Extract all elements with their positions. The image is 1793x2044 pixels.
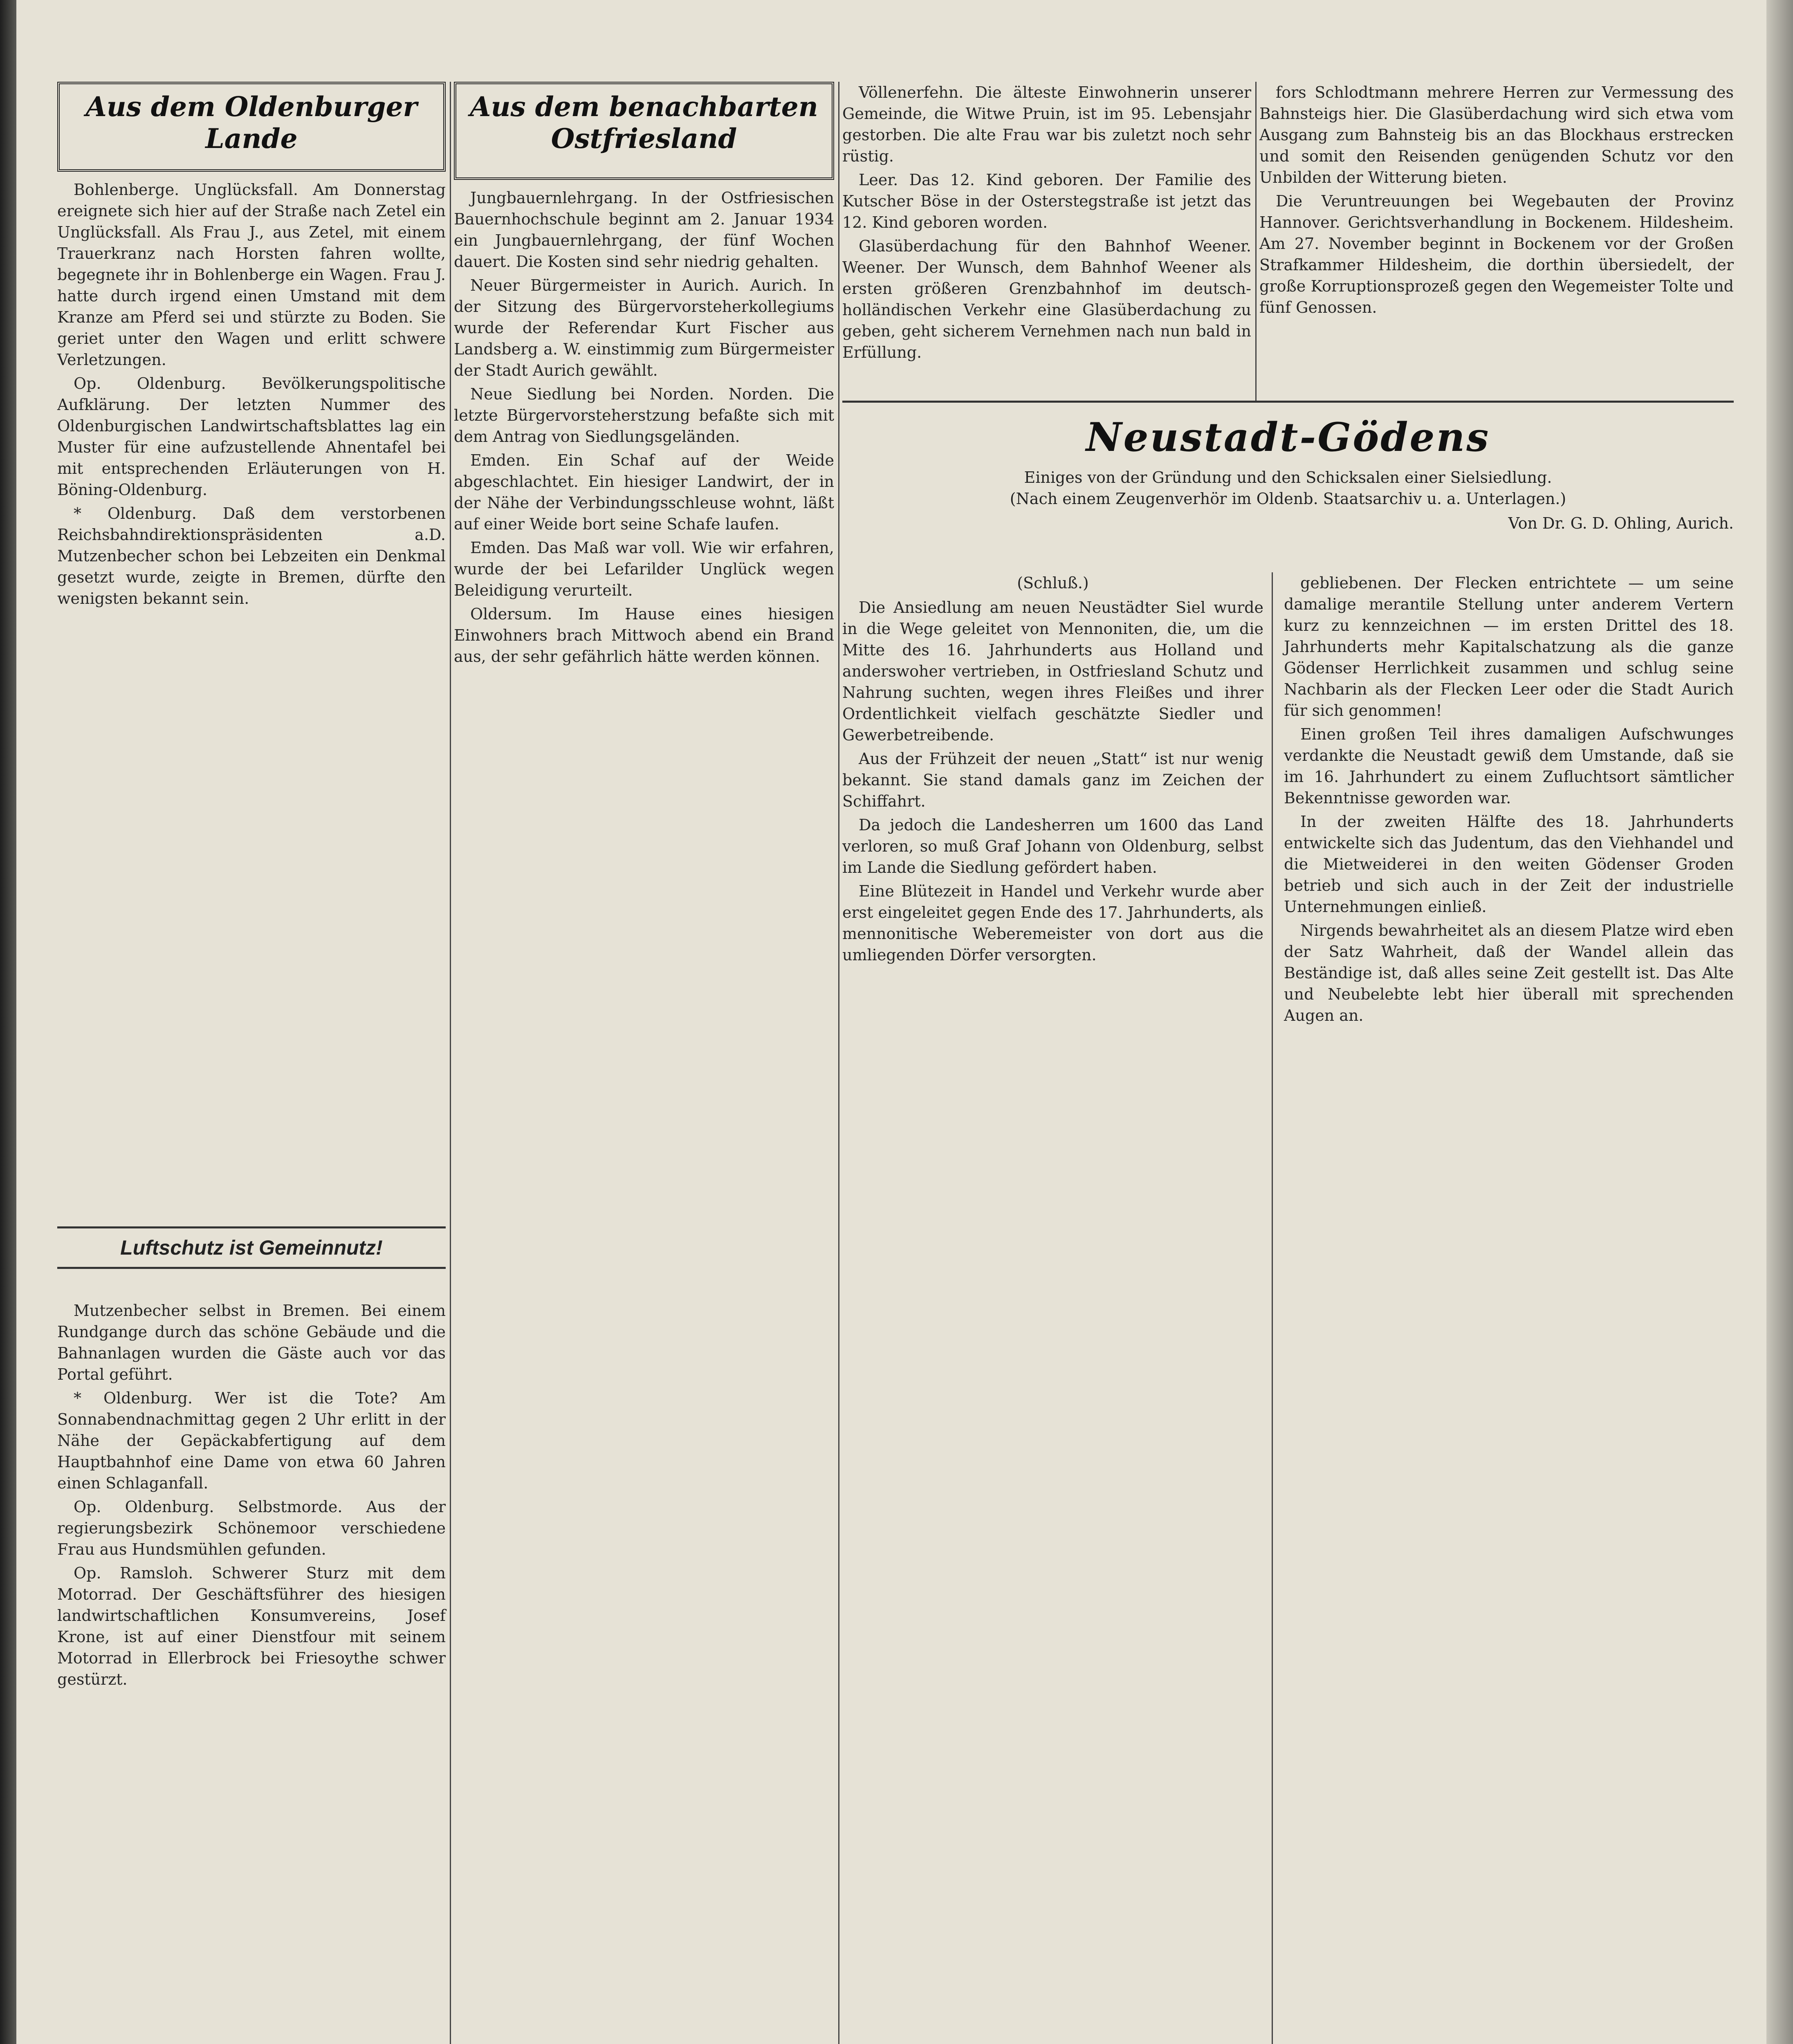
feature-source-note: (Nach einem Zeugenverhör im Oldenb. Staatsarchiv u. a. Unterlagen.) (1010, 490, 1566, 508)
feature-article (842, 401, 1734, 537)
article-paragraph: Aus der Frühzeit der neuen „Statt“ ist nur wenig bekannt. Sie stand damals ganz im Zeichen der Schiffahrt. (842, 750, 1263, 810)
column-oldenburg (57, 82, 446, 612)
feature-title: Neustadt-Gödens (1086, 414, 1490, 460)
continuation-note: (Schluß.) (1017, 574, 1089, 592)
article-paragraph: Nirgends bewahrheitet als an diesem Platze wird eben der Satz Wahrheit, daß der Wandel allein das Beständige ist, daß alles seine Zeit gestellt ist. Das Alte und Neubelebte lebt hier überall mit sprechenden Augen an. (1284, 921, 1734, 1024)
article-paragraph: fors Schlodtmann mehrere Herren zur Vermessung des Bahnsteigs hier. Die Glasüberdachung wird sich etwa vom Ausgang zum Bahnsteig bis an das Blockhaus erstrecken und somit den Reisenden genügenden Schutz vor den Unbilden der Witterung bieten. (1259, 83, 1734, 186)
article-paragraph: Eine Blütezeit in Handel und Verkehr wurde aber erst eingeleitet gegen Ende des 17. Jahrhunderts, als mennonitische Weberemeister von dort aus die umliegenden Dörfer versorgten. (842, 882, 1263, 964)
section-header-oldenburg: Aus dem Oldenburger Lande (57, 82, 446, 172)
luftschutz-banner: Luftschutz ist Gemeinnutz! (57, 1226, 446, 1269)
book-spine (0, 0, 16, 2044)
article-paragraph: Die Ansiedlung am neuen Neustädter Siel wurde in die Wege geleitet von Mennoniten, die, um die Mitte des 16. Jahrhunderts aus Holland und anderswoher vertrieben, in Ostfriesland Schutz und Nahrung suchten, wegen ihres Fleißes und ihrer Ordentlichkeit vielfach geschätzte Siedler und Gewerbetreibende. (842, 598, 1263, 744)
column-rule (450, 82, 451, 2044)
article-paragraph: Op. Oldenburg. Bevölkerungspolitische Aufklärung. Der letzten Nummer des Oldenburgischen Landwirtschaftsblattes lag ein Muster für eine aufzustellende Ahnentafel bei mit entsprechenden Erläuterungen von H. Böning-Oldenburg. (57, 374, 446, 499)
article-paragraph: * Oldenburg. Wer ist die Tote? Am Sonnabendnachmittag gegen 2 Uhr erlitt in der Nähe der Gepäckabfertigung auf dem Hauptbahnhof eine Dame von etwa 60 Jahren einen Schlaganfall. (57, 1389, 446, 1492)
column-rule (838, 82, 839, 2044)
column-rule (1255, 82, 1257, 401)
article-paragraph: Op. Ramsloh. Schwerer Sturz mit dem Motorrad. Der Geschäftsführer des hiesigen landwirtschaftlichen Konsumvereins, Josef Krone, ist auf einer Dienstfour mit seinem Motorrad in Ellerbrock bei Friesoythe schwer gestürzt. (57, 1564, 446, 1688)
column-ostfriesland (454, 82, 834, 670)
article-paragraph: Die Veruntreuungen bei Wegebauten der Provinz Hannover. Gerichtsverhandlung in Bockenem. Hildesheim. Am 27. November beginnt in Bockenem vor der Großen Strafkammer Hildesheim, die dorthin übersiedelt, der große Korruptionsprozeß gegen den Wegemeister Tolte und fünf Genossen. (1259, 192, 1734, 316)
feature-author: Von Dr. G. D. Ohling, Aurich. (1508, 514, 1734, 532)
article-paragraph: Da jedoch die Landesherren um 1600 das Land verloren, so muß Graf Johann von Oldenburg, selbst im Lande die Siedlung gefördert haben. (842, 816, 1263, 876)
article-paragraph: Mutzenbecher selbst in Bremen. Bei einem Rundgange durch das schöne Gebäude und die Bahnanlagen wurden die Gäste auch vor das Portal geführt. (57, 1302, 446, 1383)
newspaper-page (16, 0, 1766, 2044)
article-paragraph: Op. Oldenburg. Selbstmorde. Aus der regierungsbezirk Schönemoor verschiedene Frau aus Hundsmühlen gefunden. (57, 1498, 446, 1558)
article-paragraph: Einen großen Teil ihres damaligen Aufschwunges verdankte die Neustadt gewiß dem Umstande, daß sie im 16. Jahrhundert zu einem Zufluchtsort sämtlicher Bekenntnisse geworden war. (1284, 725, 1734, 807)
article-paragraph: gebliebenen. Der Flecken entrichtete — um seine damalige merantile Stellung unter anderem Vertern kurz zu kennzeichnen — im ersten Drittel des 18. Jahrhunderts mehr Kapitalschatzung als die ganze Gödenser Herrlichkeit zusammen und schlug seine Nachbarin als der Flecken Leer oder die Stadt Aurich für sich genommen! (1284, 574, 1734, 719)
column-three-top (842, 82, 1251, 365)
column-rule (1272, 572, 1273, 2044)
article-paragraph: Neue Siedlung bei Norden. Norden. Die letzte Bürgervorsteherstzung befaßte sich mit dem Antrag von Siedlungsgeländen. (454, 385, 834, 446)
article-paragraph: Völlenerfehn. Die älteste Einwohnerin unserer Gemeinde, die Witwe Pruin, ist im 95. Lebensjahr gestorben. Die alte Frau war bis zuletzt noch sehr rüstig. (842, 83, 1251, 165)
article-paragraph: In der zweiten Hälfte des 18. Jahrhunderts entwickelte sich das Judentum, das den Viehhandel und die Mietweiderei in den weiten Gödenser Groden betrieb und sich auch in der Zeit der industrielle Unternehmungen einließ. (1284, 813, 1734, 916)
article-paragraph: Leer. Das 12. Kind geboren. Der Familie des Kutscher Böse in der Osterstegstraße ist jetzt das 12. Kind geboren worden. (842, 171, 1251, 231)
article-paragraph: Neuer Bürgermeister in Aurich. Aurich. In der Sitzung des Bürgervorsteherkollegiums wurde der Referendar Kurt Fischer aus Landsberg a. W. einstimmig zum Bürgermeister der Stadt Aurich gewählt. (454, 276, 834, 379)
article-paragraph: Oldersum. Im Hause eines hiesigen Einwohners brach Mittwoch abend ein Brand aus, der sehr gefährlich hätte werden können. (454, 605, 834, 666)
feature-subtitle: Einiges von der Gründung und den Schicksalen einer Sielsiedlung. (1024, 468, 1552, 486)
article-paragraph: Emden. Ein Schaf auf der Weide abgeschlachtet. Ein hiesiger Landwirt, der in der Nähe der Verbindungsschleuse wohnt, läßt auf einer Weide bort seine Schafe laufen. (454, 451, 834, 533)
article-paragraph: Jungbauernlehrgang. In der Ostfriesischen Bauernhochschule beginnt am 2. Januar 1934 ein Jungbauernlehrgang, der fünf Wochen dauert. Die Kosten sind sehr niedrig gehalten. (454, 189, 834, 271)
article-paragraph: * Oldenburg. Daß dem verstorbenen Reichsbahndirektionspräsidenten a.D. Mutzenbecher schon bei Lebzeiten ein Denkmal gesetzt wurde, zeigte in Bremen, dürfte den wenigsten bekannt sein. (57, 504, 446, 607)
article-paragraph: Bohlenberge. Unglücksfall. Am Donnerstag ereignete sich hier auf der Straße nach Zetel ein Unglücksfall. Als Frau J., aus Zetel, mit einem Trauerkranz nach Horsten fahren wollte, begegnete ihr in Bohlenberge ein Wagen. Frau J. hatte durch irgend einen Umstand mit dem Kranze am Pferd sei und stürzte zu Boden. Sie geriet unter den Wagen und erlitt schwere Verletzungen. (57, 181, 446, 369)
article-paragraph: Glasüberdachung für den Bahnhof Weener. Weener. Der Wunsch, dem Bahnhof Weener als ersten größeren Grenzbahnhof im deutsch-holländischen Verkehr eine Glasüberdachung zu geben, geht sicherem Vernehmen nach nun bald in Erfüllung. (842, 237, 1251, 361)
column-oldenburg-lower (57, 1300, 446, 1692)
section-header-ostfriesland: Aus dem benachbarten Ostfriesland (454, 82, 834, 180)
article-paragraph: Emden. Das Maß war voll. Wie wir erfahren, wurde der bei Lefarilder Unglück wegen Beleidigung verurteilt. (454, 539, 834, 599)
page-edge (1766, 0, 1793, 2044)
feature-column-right (1284, 572, 1734, 1029)
column-four-top (1259, 82, 1734, 320)
feature-column-left (842, 572, 1263, 968)
